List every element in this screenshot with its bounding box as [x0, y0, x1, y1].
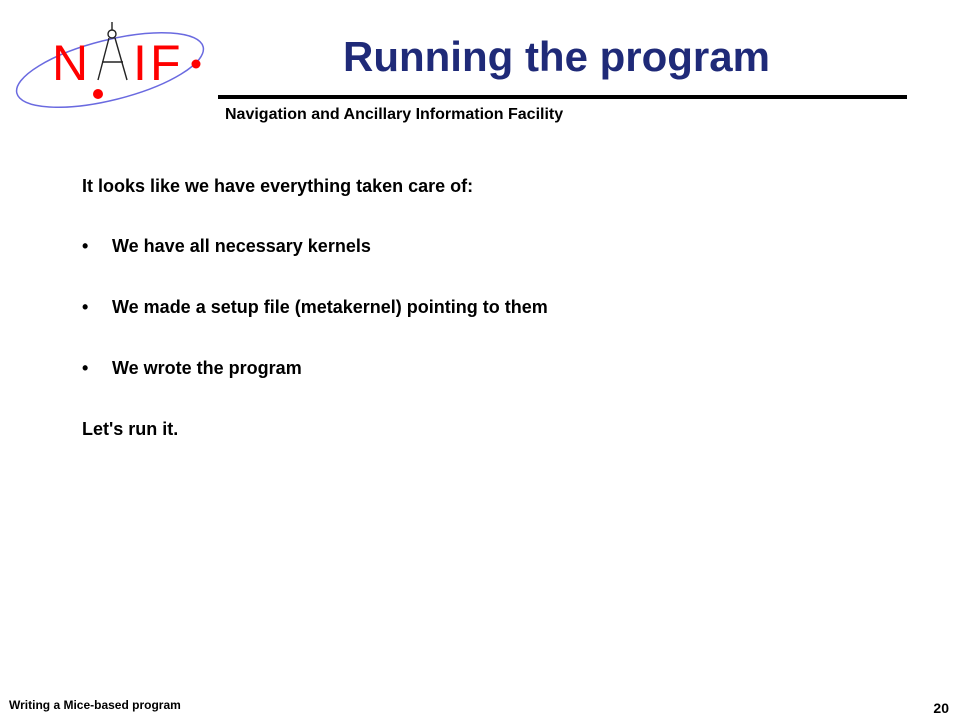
logo-letter-f: F [150, 35, 181, 91]
compass-icon [98, 22, 127, 80]
intro-text: It looks like we have everything taken care of: [82, 176, 474, 196]
bullet-dot-icon: • [82, 236, 89, 256]
bullet-item [82, 236, 371, 257]
footer-label: Writing a Mice-based program [9, 698, 181, 712]
logo-letter-i: I [133, 35, 147, 91]
naif-logo [10, 18, 220, 108]
orbit-dot-icon [93, 89, 103, 99]
page-number: 20 [933, 700, 949, 716]
bullet-text: We wrote the program [112, 358, 302, 378]
bullet-dot-icon: • [82, 358, 89, 378]
bullet-text: We have all necessary kernels [112, 236, 371, 256]
slide-title: Running the program [343, 33, 770, 80]
title-divider [218, 95, 907, 99]
facility-subtitle: Navigation and Ancillary Information Facility [225, 106, 564, 123]
bullet-item [82, 297, 548, 318]
bullet-text: We made a setup file (metakernel) pointing to them [112, 297, 548, 317]
orbit-dot-icon [192, 60, 201, 69]
logo-letter-n: N [52, 35, 89, 91]
closing-text: Let's run it. [82, 419, 179, 439]
bullet-dot-icon: • [82, 297, 89, 317]
bullet-item [82, 358, 302, 379]
